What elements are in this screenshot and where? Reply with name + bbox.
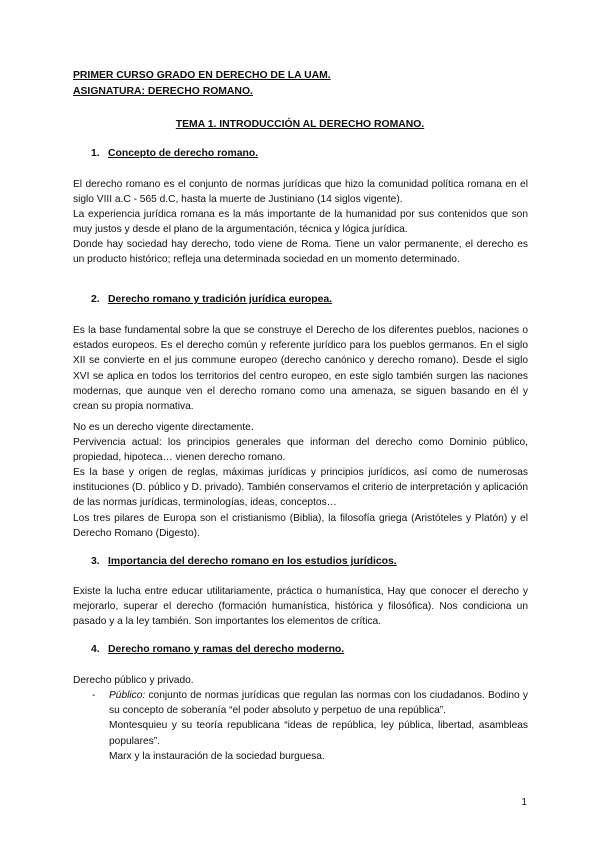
section-2-paragraph-2: No es un derecho vigente directamente. xyxy=(73,422,254,433)
section-2-paragraph-5: Los tres pilares de Europa son el cristianismo (Biblia), la filosofía griega (Aristóteles y Platón) y el Derecho Romano (Digesto). xyxy=(73,513,528,540)
section-3-heading xyxy=(91,556,397,567)
section-2-paragraph-3: Pervivencia actual: los principios generales que informan del derecho como Dominio público, propiedad, hipoteca… vienen derecho romano. xyxy=(73,437,528,464)
section-3-number: 3. xyxy=(91,556,100,567)
page-number: 1 xyxy=(521,797,527,808)
section-1-paragraph-2: La experiencia jurídica romana es la más importante de la humanidad por sus contenidos que son muy justos y desde el plano de la argumentación, técnica y lógica jurídica. xyxy=(73,209,528,236)
section-1-number: 1. xyxy=(91,148,100,159)
header-subject: ASIGNATURA: DERECHO ROMANO. xyxy=(73,86,253,97)
section-2-paragraph-1: Es la base fundamental sobre la que se construye el Derecho de los diferentes pueblos, naciones o estados europeos. Es el derecho común y referente jurídico para los pueblos germanos. En el siglo XII se convierte en el jus commune europeo (derecho canónico y derecho romano). Desde el siglo XVI se aplica en todos los territorios del centro europeo, en este siglo también surgen las naciones modernas, que aunque ven el derecho romano como una amenaza, se siguen basando en él y crean su propia normativa. xyxy=(73,325,528,413)
section-4-heading xyxy=(91,644,344,655)
section-1-paragraph-3: Donde hay sociedad hay derecho, todo viene de Roma. Tiene un valor permanente, el derecho es un producto histórico; refleja una determinada sociedad en un momento determinado. xyxy=(73,239,528,266)
section-4-paragraph-1: Derecho público y privado. xyxy=(73,675,194,686)
bullet-list-item xyxy=(109,688,528,764)
list-bullet-marker: - xyxy=(92,690,96,701)
section-1-paragraph-1: El derecho romano es el conjunto de normas jurídicas que hizo la comunidad política romana en el siglo VIII a.C - 565 d.C, hasta la muerte de Justiniano (14 siglos vigente). xyxy=(73,179,528,206)
bullet-line-3: Marx y la instauración de la sociedad burguesa. xyxy=(109,750,325,762)
section-2-title: Derecho romano y tradición jurídica europea. xyxy=(108,294,333,305)
section-2-number: 2. xyxy=(91,294,100,305)
bullet-text: conjunto de normas jurídicas que regulan las normas con los ciudadanos. Bodino y su concepto de soberanía “el poder absoluto y perpetuo de una república”. xyxy=(109,690,528,717)
section-4-number: 4. xyxy=(91,644,100,655)
section-1-title: Concepto de derecho romano. xyxy=(108,148,259,159)
section-3-paragraph-1: Existe la lucha entre educar utilitariamente, práctica o humanística, Hay que conocer el derecho y mejorarlo, superar el derecho (formación humanística, histórica y filosófica). Nos condiciona un pasado y a la ley también. Son importantes los elementos de crítica. xyxy=(73,586,528,628)
bullet-line-2: Montesquieu y su teoría republicana “ideas de república, ley pública, libertad, asambleas populares”. xyxy=(109,720,528,747)
bullet-term: Público: xyxy=(109,690,146,701)
section-1-heading xyxy=(91,148,258,159)
bullet-line-1 xyxy=(109,688,528,718)
section-2-heading xyxy=(91,294,332,305)
document-title: TEMA 1. INTRODUCCIÓN AL DERECHO ROMANO. xyxy=(175,119,425,130)
header-course: PRIMER CURSO GRADO EN DERECHO DE LA UAM. xyxy=(73,70,331,81)
section-4-title: Derecho romano y ramas del derecho moderno. xyxy=(108,644,345,655)
section-2-paragraph-4: Es la base y origen de reglas, máximas jurídicas y principios jurídicos, así como de numerosas instituciones (D. público y D. privado). También conservamos el criterio de interpretación y aplicación de las normas jurídicas, terminologías, ideas, conceptos… xyxy=(73,467,528,509)
section-3-title: Importancia del derecho romano en los estudios jurídicos. xyxy=(108,556,397,567)
